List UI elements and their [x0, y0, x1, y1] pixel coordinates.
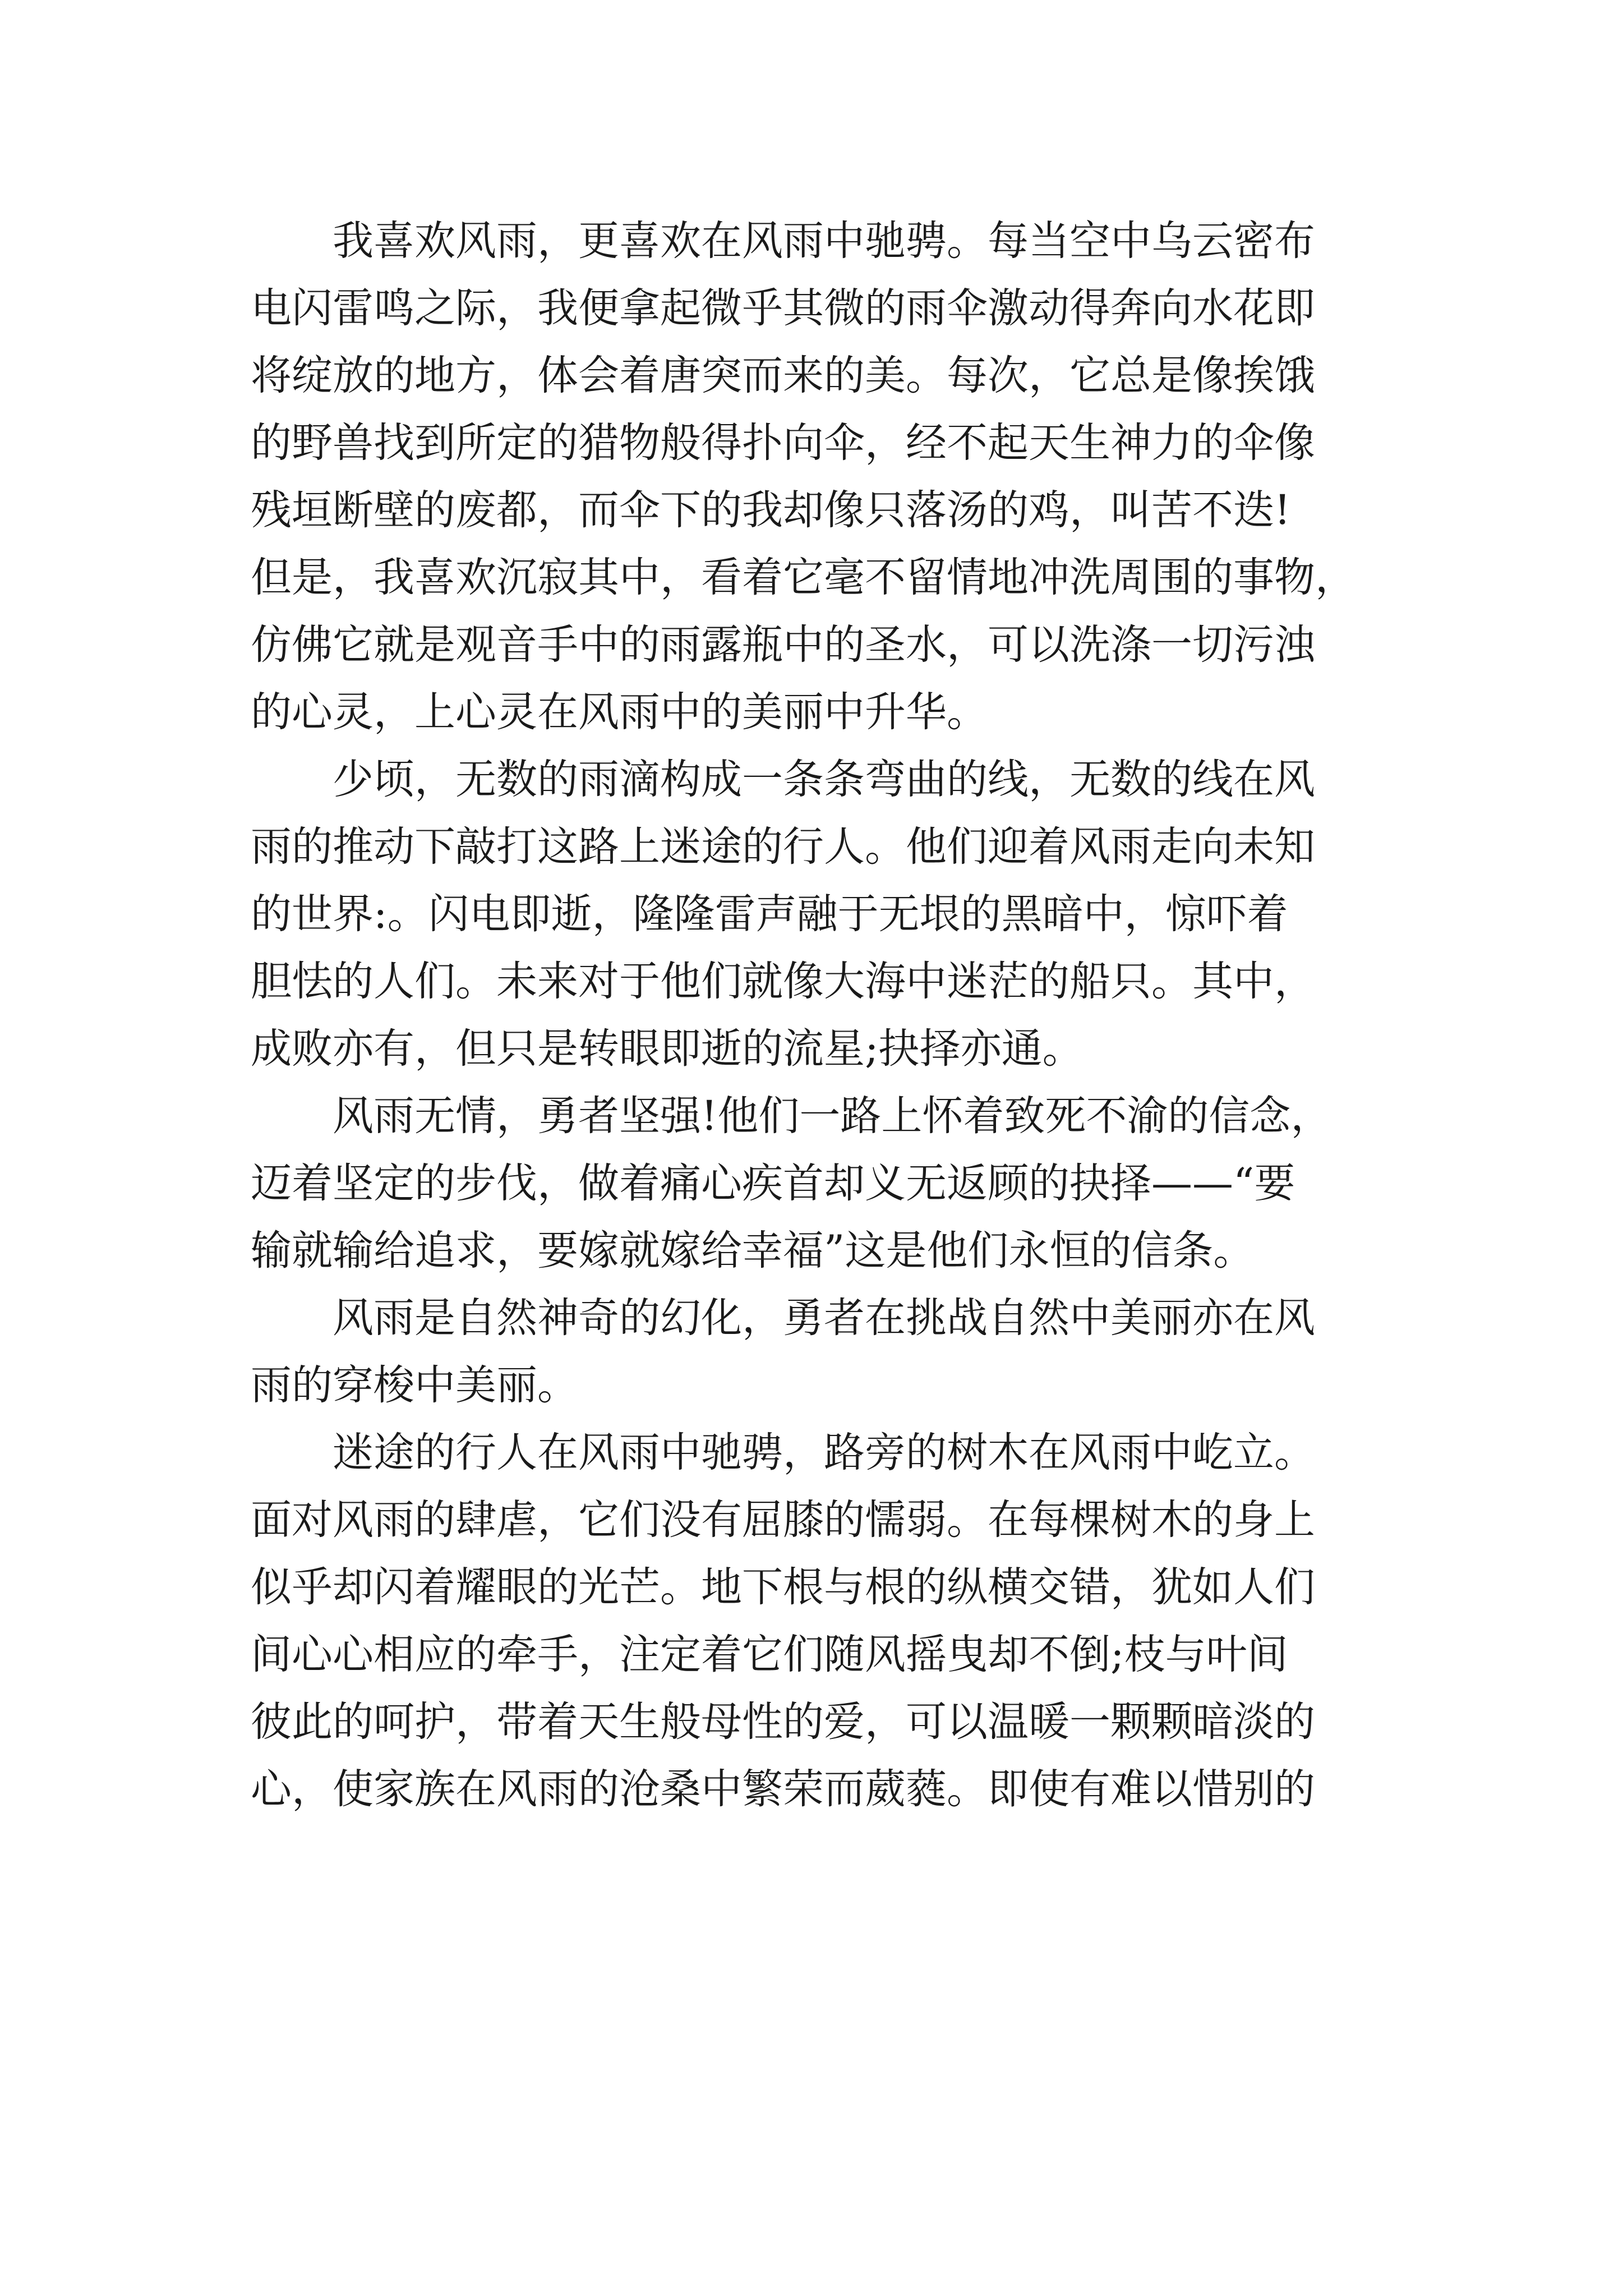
paragraph-line: 心，使家族在风雨的沧桑中繁荣而葳蕤。即使有难以惜别的 [251, 1765, 1315, 1813]
paragraph-line: 我喜欢风雨，更喜欢在风雨中驰骋。每当空中乌云密布 [333, 217, 1315, 265]
paragraph-line: 似乎却闪着耀眼的光芒。地下根与根的纵横交错，犹如人们 [251, 1563, 1315, 1611]
paragraph-line: 但是，我喜欢沉寂其中，看着它毫不留情地冲洗周围的事物， [251, 554, 1356, 601]
paragraph-line: 风雨是自然神奇的幻化，勇者在挑战自然中美丽亦在风 [333, 1294, 1315, 1342]
paragraph-line: 成败亦有，但只是转眼即逝的流星;抉择亦通。 [251, 1025, 1083, 1073]
paragraph-line: 间心心相应的牵手，注定着它们随风摇曳却不倒;枝与叶间 [251, 1631, 1288, 1678]
paragraph-line: 的野兽找到所定的猎物般得扑向伞，经不起天生神力的伞像 [251, 419, 1315, 467]
paragraph-line: 残垣断壁的废都，而伞下的我却像只落汤的鸡，叫苦不迭! [251, 486, 1291, 534]
paragraph-line: 雨的推动下敲打这路上迷途的行人。他们迎着风雨走向未知 [251, 823, 1315, 871]
paragraph-line: 输就输给追求，要嫁就嫁给幸福”这是他们永恒的信条。 [251, 1227, 1255, 1274]
paragraph-line: 雨的穿梭中美丽。 [251, 1361, 578, 1409]
paragraph-line: 胆怯的人们。未来对于他们就像大海中迷茫的船只。其中， [251, 958, 1315, 1005]
essay-body [251, 208, 1372, 1823]
paragraph-line: 的世界:。闪电即逝，隆隆雷声融于无垠的黑暗中，惊吓着 [251, 890, 1288, 938]
paragraph-line: 仿佛它就是观音手中的雨露瓶中的圣水，可以洗涤一切污浊 [251, 621, 1315, 669]
paragraph-line: 迈着坚定的步伐，做着痛心疾首却义无返顾的抉择——“要 [251, 1159, 1295, 1207]
paragraph-line: 将绽放的地方，体会着唐突而来的美。每次，它总是像挨饿 [251, 352, 1315, 399]
paragraph-line: 电闪雷鸣之际，我便拿起微乎其微的雨伞激动得奔向水花即 [251, 284, 1315, 332]
paragraph-line: 的心灵，上心灵在风雨中的美丽中升华。 [251, 688, 988, 736]
paragraph-line: 彼此的呵护，带着天生般母性的爱，可以温暖一颗颗暗淡的 [251, 1698, 1315, 1746]
paragraph-line: 风雨无情，勇者坚强!他们一路上怀着致死不渝的信念， [333, 1092, 1332, 1140]
paragraph-line: 少顷，无数的雨滴构成一条条弯曲的线，无数的线在风 [333, 756, 1315, 803]
paragraph-line: 迷途的行人在风雨中驰骋，路旁的树木在风雨中屹立。 [333, 1429, 1315, 1476]
paragraph-line: 面对风雨的肆虐，它们没有屈膝的懦弱。在每棵树木的身上 [251, 1496, 1315, 1544]
